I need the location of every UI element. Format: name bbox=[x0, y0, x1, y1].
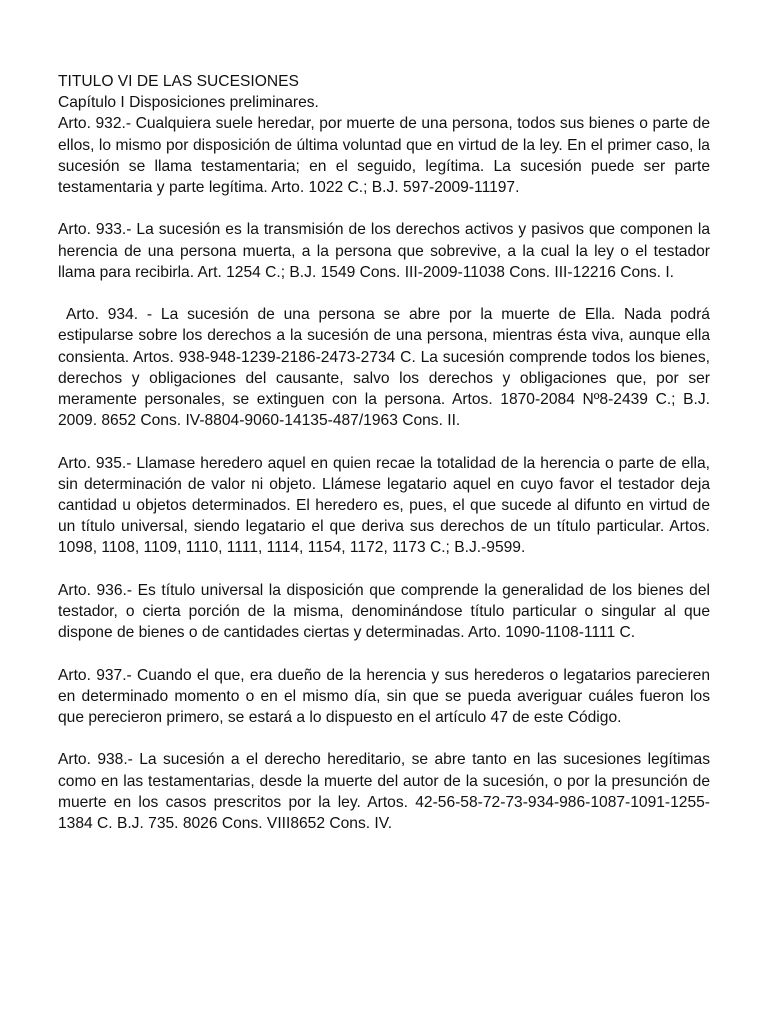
article-938: Arto. 938.- La sucesión a el derecho hereditario, se abre tanto en las sucesiones legítimas como en las testamentarias, desde la muerte del autor de la sucesión, o por la presunción de muerte en los casos prescritos por la ley. Artos. 42-56-58-72-73-934-986-1087-1091-1255-1384 C. B.J. 735. 8026 Cons. VIII8652 Cons. IV. bbox=[58, 751, 710, 833]
article-indent bbox=[58, 306, 66, 323]
article-932: Arto. 932.- Cualquiera suele heredar, por muerte de una persona, todos sus bienes o parte de ellos, lo mismo por disposición de última voluntad que en virtud de la ley. En el primer caso, la sucesión se llama testamentaria; en el seguido, legítima. La sucesión puede ser parte testamentaria y parte legítima. Arto. 1022 C.; B.J. 597-2009-11197. bbox=[58, 115, 710, 197]
article-936: Arto. 936.- Es título universal la disposición que comprende la generalidad de los bienes del testador, o cierta porción de la misma, denominándose título particular o singular al que dispone de bienes o de cantidades ciertas y determinadas. Arto. 1090-1108-1111 C. bbox=[58, 581, 710, 642]
article-934 bbox=[58, 304, 710, 431]
article-937: Arto. 937.- Cuando el que, era dueño de la herencia y sus herederos o legatarios parecieren en determinado momento o en el mismo día, sin que se pueda averiguar cuáles fueron los que perecieron primero, se estará a lo dispuesto en el artículo 47 de este Código. bbox=[58, 666, 710, 727]
article-934-text: Arto. 934. - La sucesión de una persona se abre por la muerte de Ella. Nada podrá estipularse sobre los derechos a la sucesión de una persona, mientras ésta viva, aunque ella consienta. Artos. 938-948-1239-2186-2473-2734 C. La sucesión comprende todos los bienes, derechos y obligaciones del causante, salvo los derechos y obligaciones que, por ser meramente personales, se extinguen con la persona. Artos. 1870-2084 Nº8-2439 C.; B.J. 2009. 8652 Cons. IV-8804-9060-14135-487/1963 Cons. II. bbox=[58, 306, 710, 430]
article-935: Arto. 935.- Llamase heredero aquel en quien recae la totalidad de la herencia o parte de ella, sin determinación de valor ni objeto. Llámese legatario aquel en cuyo favor el testador deja cantidad u objetos determinados. El heredero es, pues, el que sucede al difunto en virtud de un título universal, siendo legatario el que deriva sus derechos de un título particular. Artos. 1098, 1108, 1109, 1110, 1111, 1114, 1154, 1172, 1173 C.; B.J.-9599. bbox=[58, 454, 710, 557]
article-933: Arto. 933.- La sucesión es la transmisión de los derechos activos y pasivos que componen la herencia de una persona muerta, a la persona que sobrevive, a la cual la ley o el testador llama para recibirla. Art. 1254 C.; B.J. 1549 Cons. III-2009-11038 Cons. III-12216 Cons. I. bbox=[58, 221, 710, 281]
chapter-title: Capítulo I Disposiciones preliminares. bbox=[58, 94, 319, 112]
document-page bbox=[58, 71, 710, 834]
document-title: TITULO VI DE LAS SUCESIONES bbox=[58, 73, 299, 90]
